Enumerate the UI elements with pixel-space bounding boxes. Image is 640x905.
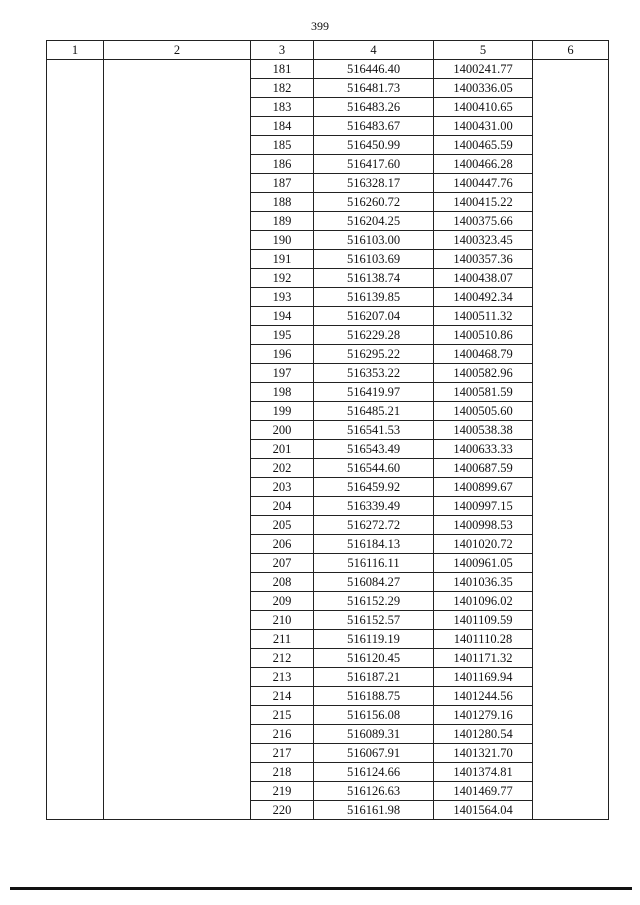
point-number: 208 — [251, 573, 314, 592]
x-coordinate: 516120.45 — [314, 649, 434, 668]
point-number: 201 — [251, 440, 314, 459]
point-number: 204 — [251, 497, 314, 516]
x-coordinate: 516139.85 — [314, 288, 434, 307]
x-coordinate: 516328.17 — [314, 174, 434, 193]
point-number: 203 — [251, 478, 314, 497]
col-6-blank — [533, 60, 609, 820]
y-coordinate: 1401020.72 — [434, 535, 533, 554]
x-coordinate: 516295.22 — [314, 345, 434, 364]
point-number: 219 — [251, 782, 314, 801]
y-coordinate: 1400511.32 — [434, 307, 533, 326]
point-number: 183 — [251, 98, 314, 117]
y-coordinate: 1401279.16 — [434, 706, 533, 725]
x-coordinate: 516084.27 — [314, 573, 434, 592]
y-coordinate: 1401036.35 — [434, 573, 533, 592]
x-coordinate: 516067.91 — [314, 744, 434, 763]
y-coordinate: 1400505.60 — [434, 402, 533, 421]
point-number: 185 — [251, 136, 314, 155]
point-number: 216 — [251, 725, 314, 744]
y-coordinate: 1400581.59 — [434, 383, 533, 402]
col-1-blank — [47, 60, 104, 820]
y-coordinate: 1400961.05 — [434, 554, 533, 573]
y-coordinate: 1401169.94 — [434, 668, 533, 687]
x-coordinate: 516103.00 — [314, 231, 434, 250]
x-coordinate: 516156.08 — [314, 706, 434, 725]
x-coordinate: 516481.73 — [314, 79, 434, 98]
y-coordinate: 1400431.00 — [434, 117, 533, 136]
x-coordinate: 516459.92 — [314, 478, 434, 497]
header-col-6: 6 — [533, 41, 609, 60]
x-coordinate: 516207.04 — [314, 307, 434, 326]
y-coordinate: 1400323.45 — [434, 231, 533, 250]
point-number: 202 — [251, 459, 314, 478]
y-coordinate: 1400357.36 — [434, 250, 533, 269]
y-coordinate: 1400997.15 — [434, 497, 533, 516]
x-coordinate: 516446.40 — [314, 60, 434, 79]
header-col-2: 2 — [104, 41, 251, 60]
x-coordinate: 516184.13 — [314, 535, 434, 554]
x-coordinate: 516187.21 — [314, 668, 434, 687]
y-coordinate: 1400899.67 — [434, 478, 533, 497]
point-number: 191 — [251, 250, 314, 269]
y-coordinate: 1400438.07 — [434, 269, 533, 288]
x-coordinate: 516541.53 — [314, 421, 434, 440]
y-coordinate: 1400633.33 — [434, 440, 533, 459]
point-number: 186 — [251, 155, 314, 174]
y-coordinate: 1401469.77 — [434, 782, 533, 801]
x-coordinate: 516417.60 — [314, 155, 434, 174]
point-number: 214 — [251, 687, 314, 706]
point-number: 187 — [251, 174, 314, 193]
y-coordinate: 1400538.38 — [434, 421, 533, 440]
point-number: 218 — [251, 763, 314, 782]
x-coordinate: 516188.75 — [314, 687, 434, 706]
y-coordinate: 1400447.76 — [434, 174, 533, 193]
point-number: 205 — [251, 516, 314, 535]
y-coordinate: 1400415.22 — [434, 193, 533, 212]
point-number: 210 — [251, 611, 314, 630]
x-coordinate: 516152.29 — [314, 592, 434, 611]
point-number: 194 — [251, 307, 314, 326]
x-coordinate: 516152.57 — [314, 611, 434, 630]
col-2-blank — [104, 60, 251, 820]
x-coordinate: 516419.97 — [314, 383, 434, 402]
point-number: 182 — [251, 79, 314, 98]
y-coordinate: 1401109.59 — [434, 611, 533, 630]
y-coordinate: 1400510.86 — [434, 326, 533, 345]
x-coordinate: 516260.72 — [314, 193, 434, 212]
point-number: 215 — [251, 706, 314, 725]
point-number: 184 — [251, 117, 314, 136]
y-coordinate: 1400582.96 — [434, 364, 533, 383]
point-number: 192 — [251, 269, 314, 288]
y-coordinate: 1401096.02 — [434, 592, 533, 611]
x-coordinate: 516272.72 — [314, 516, 434, 535]
y-coordinate: 1400468.79 — [434, 345, 533, 364]
x-coordinate: 516204.25 — [314, 212, 434, 231]
y-coordinate: 1401171.32 — [434, 649, 533, 668]
y-coordinate: 1400465.59 — [434, 136, 533, 155]
point-number: 207 — [251, 554, 314, 573]
point-number: 199 — [251, 402, 314, 421]
y-coordinate: 1400410.65 — [434, 98, 533, 117]
x-coordinate: 516124.66 — [314, 763, 434, 782]
x-coordinate: 516229.28 — [314, 326, 434, 345]
point-number: 181 — [251, 60, 314, 79]
x-coordinate: 516483.67 — [314, 117, 434, 136]
x-coordinate: 516138.74 — [314, 269, 434, 288]
x-coordinate: 516126.63 — [314, 782, 434, 801]
x-coordinate: 516089.31 — [314, 725, 434, 744]
x-coordinate: 516119.19 — [314, 630, 434, 649]
point-number: 212 — [251, 649, 314, 668]
point-number: 217 — [251, 744, 314, 763]
point-number: 195 — [251, 326, 314, 345]
point-number: 188 — [251, 193, 314, 212]
y-coordinate: 1400687.59 — [434, 459, 533, 478]
y-coordinate: 1400241.77 — [434, 60, 533, 79]
point-number: 220 — [251, 801, 314, 820]
point-number: 197 — [251, 364, 314, 383]
table-body — [47, 60, 609, 820]
table-row — [47, 60, 609, 79]
x-coordinate: 516543.49 — [314, 440, 434, 459]
point-number: 200 — [251, 421, 314, 440]
x-coordinate: 516450.99 — [314, 136, 434, 155]
y-coordinate: 1400375.66 — [434, 212, 533, 231]
header-col-4: 4 — [314, 41, 434, 60]
point-number: 193 — [251, 288, 314, 307]
point-number: 211 — [251, 630, 314, 649]
x-coordinate: 516161.98 — [314, 801, 434, 820]
header-row — [47, 41, 609, 60]
y-coordinate: 1400336.05 — [434, 79, 533, 98]
x-coordinate: 516485.21 — [314, 402, 434, 421]
point-number: 189 — [251, 212, 314, 231]
y-coordinate: 1401564.04 — [434, 801, 533, 820]
y-coordinate: 1401374.81 — [434, 763, 533, 782]
x-coordinate: 516544.60 — [314, 459, 434, 478]
x-coordinate: 516339.49 — [314, 497, 434, 516]
y-coordinate: 1401321.70 — [434, 744, 533, 763]
y-coordinate: 1400492.34 — [434, 288, 533, 307]
point-number: 196 — [251, 345, 314, 364]
header-col-5: 5 — [434, 41, 533, 60]
point-number: 209 — [251, 592, 314, 611]
x-coordinate: 516103.69 — [314, 250, 434, 269]
x-coordinate: 516353.22 — [314, 364, 434, 383]
point-number: 190 — [251, 231, 314, 250]
point-number: 206 — [251, 535, 314, 554]
y-coordinate: 1400466.28 — [434, 155, 533, 174]
header-col-1: 1 — [47, 41, 104, 60]
point-number: 198 — [251, 383, 314, 402]
y-coordinate: 1400998.53 — [434, 516, 533, 535]
x-coordinate: 516116.11 — [314, 554, 434, 573]
page-number: 399 — [311, 19, 329, 33]
y-coordinate: 1401280.54 — [434, 725, 533, 744]
footer-rule — [10, 887, 632, 890]
header-col-3: 3 — [251, 41, 314, 60]
point-number: 213 — [251, 668, 314, 687]
coordinates-table — [46, 40, 609, 820]
y-coordinate: 1401244.56 — [434, 687, 533, 706]
y-coordinate: 1401110.28 — [434, 630, 533, 649]
x-coordinate: 516483.26 — [314, 98, 434, 117]
